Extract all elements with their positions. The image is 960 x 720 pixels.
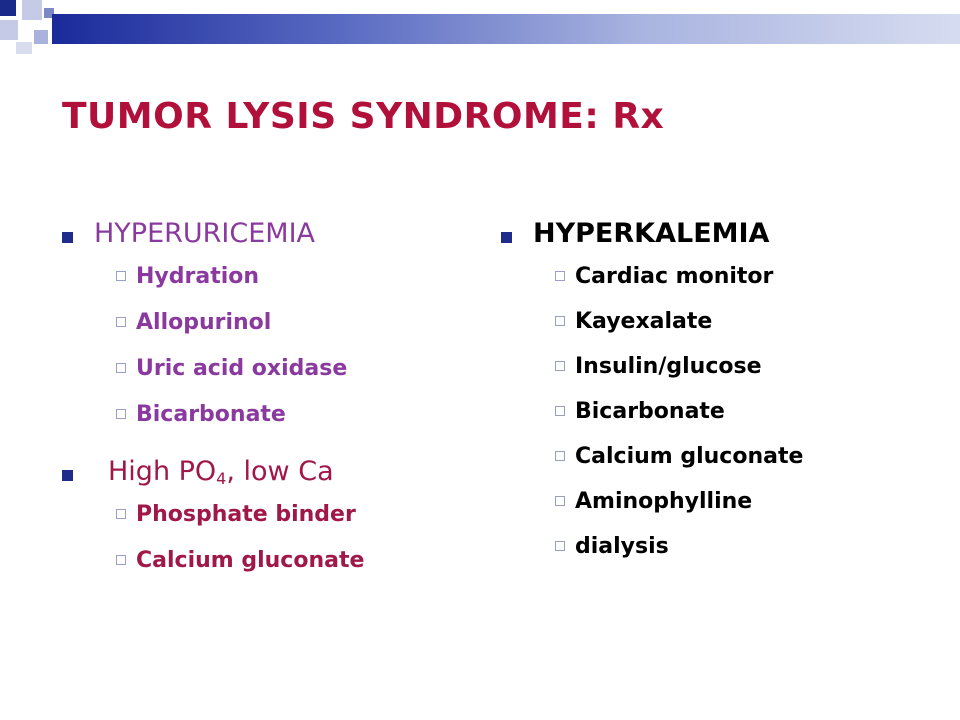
hollow-square-bullet-icon bbox=[116, 509, 126, 519]
phosphate-heading bbox=[58, 452, 458, 492]
list-item-label: Allopurinol bbox=[136, 310, 272, 335]
hollow-square-bullet-icon bbox=[116, 555, 126, 565]
header-square-light-2 bbox=[0, 20, 18, 40]
list-item-label: Hydration bbox=[136, 264, 260, 289]
list-item bbox=[497, 434, 937, 479]
list-item bbox=[497, 389, 937, 434]
list-item bbox=[58, 300, 458, 346]
list-item bbox=[497, 524, 937, 569]
list-item bbox=[497, 344, 937, 389]
list-item-label: Bicarbonate bbox=[575, 399, 725, 424]
square-bullet-icon bbox=[62, 232, 73, 243]
square-bullet-icon bbox=[501, 232, 512, 243]
list-item-label: Kayexalate bbox=[575, 309, 713, 334]
hollow-square-bullet-icon bbox=[116, 271, 126, 281]
list-item bbox=[58, 392, 458, 438]
list-item-label: Aminophylline bbox=[575, 489, 753, 514]
header-square-pale bbox=[16, 42, 32, 54]
list-item bbox=[58, 254, 458, 300]
phosphate-label: High $PO_4$, low Ca bbox=[108, 456, 334, 488]
list-item bbox=[497, 479, 937, 524]
right-column bbox=[497, 214, 937, 569]
list-item bbox=[497, 254, 937, 299]
hyperkalemia-heading bbox=[497, 214, 937, 254]
list-item bbox=[58, 492, 458, 538]
list-item-label: dialysis bbox=[575, 534, 669, 559]
list-item bbox=[58, 346, 458, 392]
header-gradient-bar bbox=[52, 14, 960, 44]
slide-title: TUMOR LYSIS SYNDROME: Rx bbox=[62, 96, 665, 137]
left-column bbox=[58, 214, 458, 584]
hyperkalemia-label: HYPERKALEMIA bbox=[533, 218, 770, 249]
hollow-square-bullet-icon bbox=[116, 409, 126, 419]
hollow-square-bullet-icon bbox=[555, 271, 565, 281]
hyperuricemia-label: HYPERURICEMIA bbox=[94, 218, 316, 249]
list-item-label: Uric acid oxidase bbox=[136, 356, 348, 381]
hyperuricemia-heading bbox=[58, 214, 458, 254]
hollow-square-bullet-icon bbox=[555, 451, 565, 461]
hollow-square-bullet-icon bbox=[555, 496, 565, 506]
list-item bbox=[497, 299, 937, 344]
list-item-label: Insulin/glucose bbox=[575, 354, 762, 379]
list-item-label: Calcium gluconate bbox=[575, 444, 804, 469]
hollow-square-bullet-icon bbox=[116, 317, 126, 327]
list-item-label: Bicarbonate bbox=[136, 402, 286, 427]
square-bullet-icon bbox=[62, 470, 73, 481]
header-square-mid bbox=[34, 30, 48, 44]
header-square-dark-1 bbox=[0, 0, 16, 16]
hollow-square-bullet-icon bbox=[555, 406, 565, 416]
hollow-square-bullet-icon bbox=[555, 316, 565, 326]
header-square-light-1 bbox=[22, 0, 42, 20]
list-item-label: Calcium gluconate bbox=[136, 548, 365, 573]
list-item-label: Cardiac monitor bbox=[575, 264, 774, 289]
list-item-label: Phosphate binder bbox=[136, 502, 356, 527]
list-item bbox=[58, 538, 458, 584]
hollow-square-bullet-icon bbox=[555, 541, 565, 551]
hollow-square-bullet-icon bbox=[116, 363, 126, 373]
hollow-square-bullet-icon bbox=[555, 361, 565, 371]
